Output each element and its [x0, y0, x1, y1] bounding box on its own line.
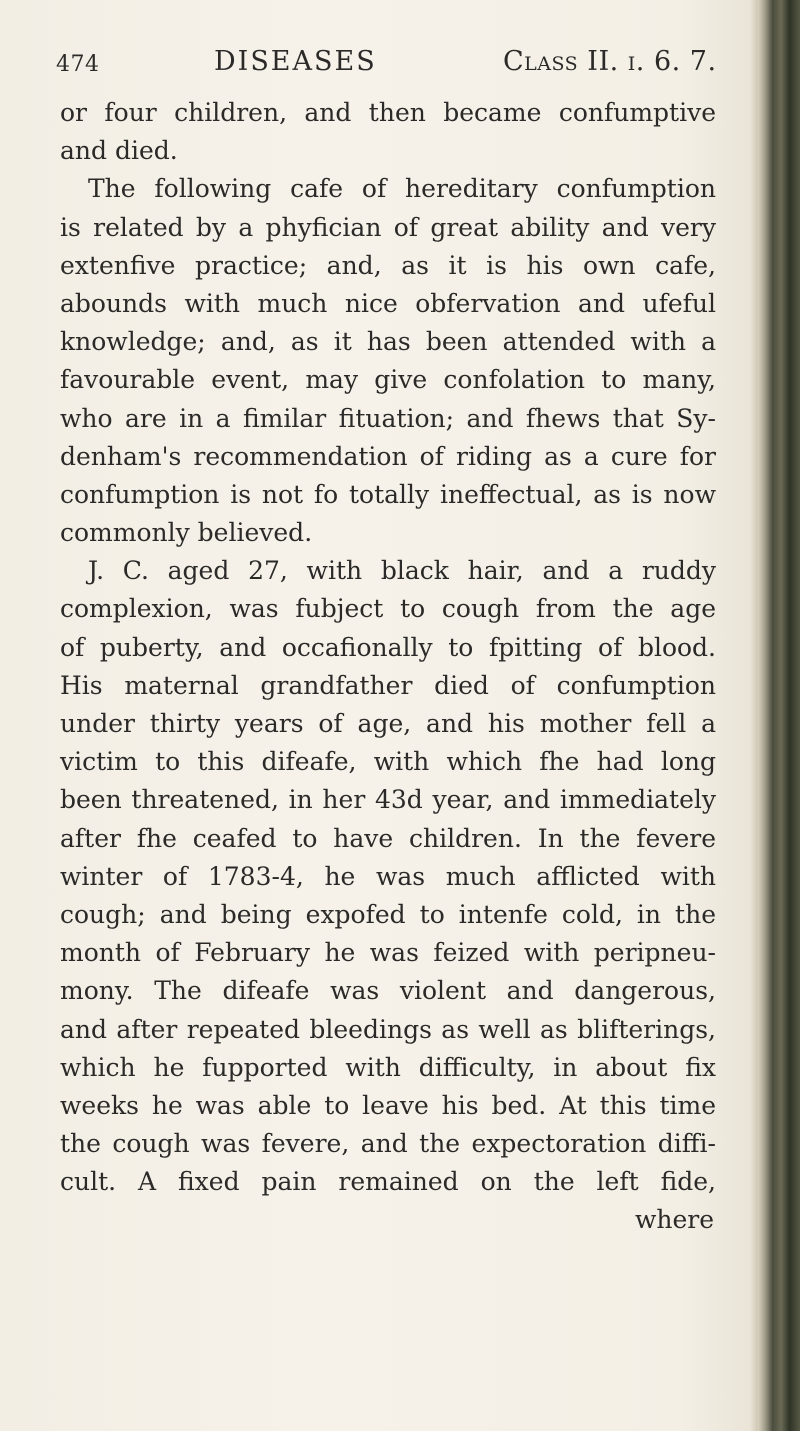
text-line: which he fupported with difficulty, in about fix — [60, 1052, 716, 1082]
text-line: denham's recommendation of riding as a cure for — [60, 441, 716, 471]
text-line: after fhe ceafed to have children. In the fevere — [60, 823, 716, 853]
page-edge-shadow — [750, 0, 758, 1431]
text-line: been threatened, in her 43d year, and immediately — [60, 785, 716, 815]
class-reference: Class II. i. 6. 7. — [503, 46, 717, 77]
body-text — [60, 94, 716, 1240]
text-line: victim to this difeafe, with which fhe had long — [60, 747, 716, 777]
text-line: mony. The difeafe was violent and dangerous, — [60, 976, 716, 1006]
text-line: winter of 1783-4, he was much afflicted with — [60, 861, 716, 891]
text-line: and after repeated bleedings as well as blifterings, — [60, 1014, 716, 1044]
text-line: extenfive practice; and, as it is his own cafe, — [60, 250, 716, 280]
text-line: under thirty years of age, and his mother fell a — [60, 709, 716, 738]
running-title: DISEASES — [214, 46, 377, 77]
text-line: weeks he was able to leave his bed. At this time — [60, 1090, 716, 1120]
text-line: knowledge; and, as it has been attended with a — [60, 327, 716, 357]
text-line: commonly believed. — [60, 518, 313, 548]
text-line: His maternal grandfather died of confumption — [60, 670, 716, 700]
text-line: J. C. aged 27, with black hair, and a ruddy — [88, 556, 716, 586]
text-line: The following cafe of hereditary confumption — [88, 174, 716, 204]
text-line: cult. A fixed pain remained on the left fide, — [60, 1167, 716, 1197]
text-line: the cough was fevere, and the expectoration diffi- — [60, 1129, 716, 1159]
text-line: complexion, was fubject to cough from the age — [60, 594, 716, 624]
text-line: who are in a fimilar fituation; and fhews that Sy- — [60, 403, 716, 433]
page-number: 474 — [56, 52, 100, 77]
text-line: cough; and being expofed to intenfe cold, in the — [60, 899, 716, 929]
text-line: favourable event, may give confolation to many, — [60, 365, 716, 395]
text-line: abounds with much nice obfervation and ufeful — [60, 288, 716, 318]
book-spine — [758, 0, 800, 1431]
text-line: and died. — [60, 136, 178, 166]
page-header — [56, 46, 716, 86]
text-line: confumption is not fo totally ineffectual, as is now — [60, 479, 716, 509]
text-line: month of February he was feized with peripneu- — [60, 938, 716, 968]
text-line: or four children, and then became confumptive — [60, 98, 716, 127]
text-line: is related by a phyfician of great ability and very — [60, 212, 716, 242]
catchword: where — [634, 1205, 714, 1235]
text-line: of puberty, and occafionally to fpitting of blood. — [60, 632, 716, 662]
